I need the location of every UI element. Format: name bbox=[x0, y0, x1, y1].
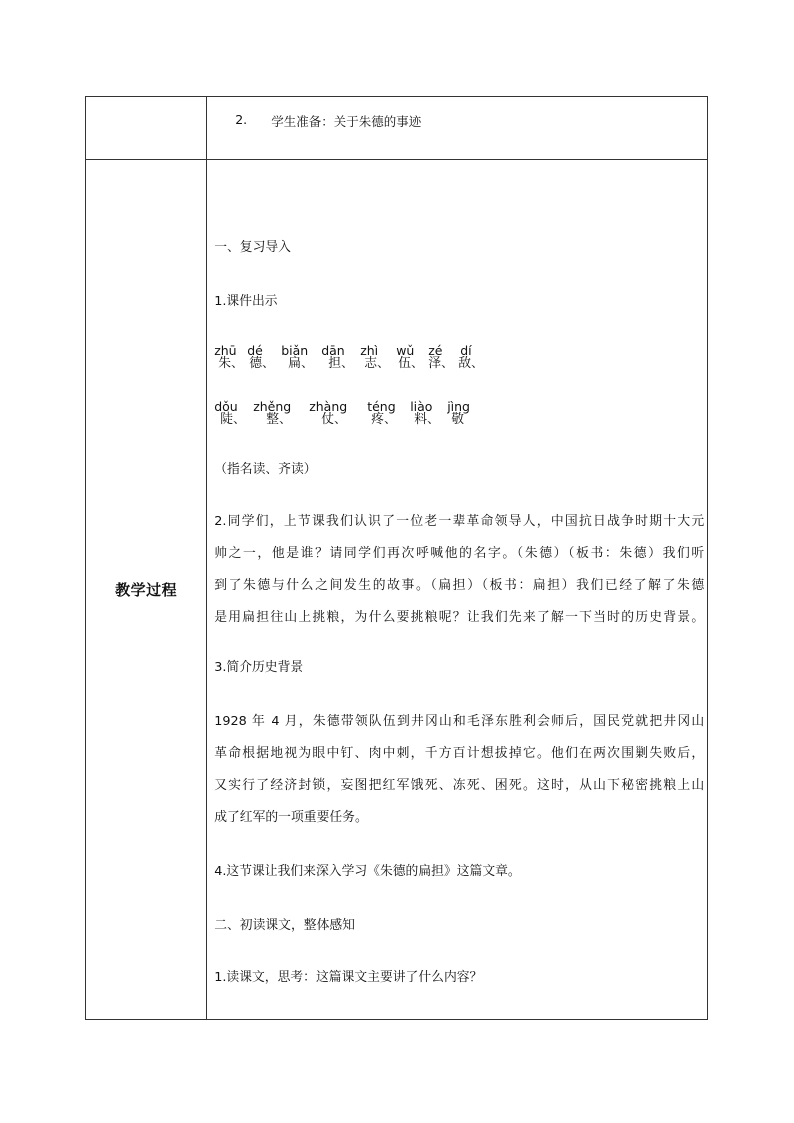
paragraph-2-line-4: 是用扁担往山上挑粮，为什么要挑粮呢？让我们先来了解一下当时的历史背景。 bbox=[214, 610, 705, 625]
hanzi: 志、 bbox=[364, 356, 390, 371]
pinyin: zhū bbox=[214, 343, 237, 358]
empty-label-cell bbox=[86, 97, 207, 160]
hanzi: 料、 bbox=[414, 412, 440, 427]
pinyin: zhì bbox=[360, 343, 379, 358]
hanzi: 敬 bbox=[451, 412, 464, 427]
pinyin: liào bbox=[410, 399, 433, 414]
teaching-process-label-cell bbox=[86, 160, 207, 1020]
hanzi: 朱、 bbox=[218, 356, 244, 371]
pinyin: zhàng bbox=[309, 399, 348, 414]
hanzi: 德、 bbox=[249, 356, 275, 371]
prep-item-text: 学生准备：关于朱德的事迹 bbox=[271, 114, 422, 129]
paragraph-3-line-1: 1928 年 4 月，朱德带领队伍到井冈山和毛泽东胜利会师后，国民党就把井冈山 bbox=[214, 714, 705, 729]
hanzi: 伍、 bbox=[398, 356, 424, 371]
reading-note: （指名读、齐读） bbox=[214, 462, 317, 477]
hanzi: 扁、 bbox=[288, 356, 314, 371]
paragraph-3-line-3: 又实行了经济封锁，妄图把红军饿死、冻死、困死。这时，从山下秘密挑粮上山 bbox=[214, 778, 705, 793]
pinyin: biǎn bbox=[281, 343, 309, 358]
pinyin: dí bbox=[460, 343, 472, 358]
hanzi: 担、 bbox=[328, 356, 354, 371]
pinyin: dé bbox=[247, 343, 263, 358]
step-deep-study: 4.这节课让我们来深入学习《朱德的扁担》这篇文章。 bbox=[214, 864, 521, 879]
pinyin: dǒu bbox=[214, 399, 238, 414]
pinyin-row-1 bbox=[214, 344, 514, 380]
heading-review-intro: 一、复习导入 bbox=[214, 240, 291, 255]
hanzi: 陡、 bbox=[220, 412, 246, 427]
step-read-and-think: 1.读课文，思考：这篇课文主要讲了什么内容？ bbox=[214, 970, 483, 985]
step-history-background: 3.简介历史背景 bbox=[214, 660, 304, 675]
teaching-process-row bbox=[86, 160, 708, 1020]
student-prep-cell bbox=[207, 97, 708, 160]
teaching-process-content-cell bbox=[207, 160, 708, 1020]
section-label: 教学过程 bbox=[115, 581, 178, 599]
pinyin: wǔ bbox=[396, 343, 415, 358]
paragraph-3-line-2: 革命根据地视为眼中钉、肉中刺，千方百计想拔掉它。他们在两次围剿失败后， bbox=[214, 746, 705, 761]
pinyin: jìng bbox=[447, 399, 470, 414]
hanzi: 仗、 bbox=[321, 412, 347, 427]
paragraph-3-line-4: 成了红军的一项重要任务。 bbox=[214, 810, 368, 825]
step-courseware: 1.课件出示 bbox=[214, 294, 278, 309]
lesson-plan-table bbox=[85, 96, 708, 1020]
hanzi: 泽、 bbox=[428, 356, 454, 371]
pinyin: zé bbox=[428, 343, 443, 358]
heading-first-reading: 二、初读课文，整体感知 bbox=[214, 918, 355, 933]
prep-item-number: 2. bbox=[235, 112, 248, 127]
hanzi: 疼、 bbox=[371, 412, 397, 427]
paragraph-2-line-2: 帅之一，他是谁？请同学们再次呼喊他的名字。（朱德）（板书：朱德）我们听 bbox=[214, 546, 705, 561]
paragraph-2-line-1: 2.同学们，上节课我们认识了一位老一辈革命领导人，中国抗日战争时期十大元 bbox=[214, 514, 705, 529]
hanzi: 整、 bbox=[266, 412, 292, 427]
paragraph-2-line-3: 到了朱德与什么之间发生的故事。（扁担）（板书：扁担）我们已经了解了朱德 bbox=[214, 578, 705, 593]
pinyin: téng bbox=[367, 399, 396, 414]
pinyin: dān bbox=[321, 343, 345, 358]
pinyin-row-2 bbox=[214, 400, 514, 436]
pinyin: zhěng bbox=[253, 399, 292, 414]
student-prep-row bbox=[86, 97, 708, 160]
hanzi: 敌、 bbox=[458, 356, 484, 371]
